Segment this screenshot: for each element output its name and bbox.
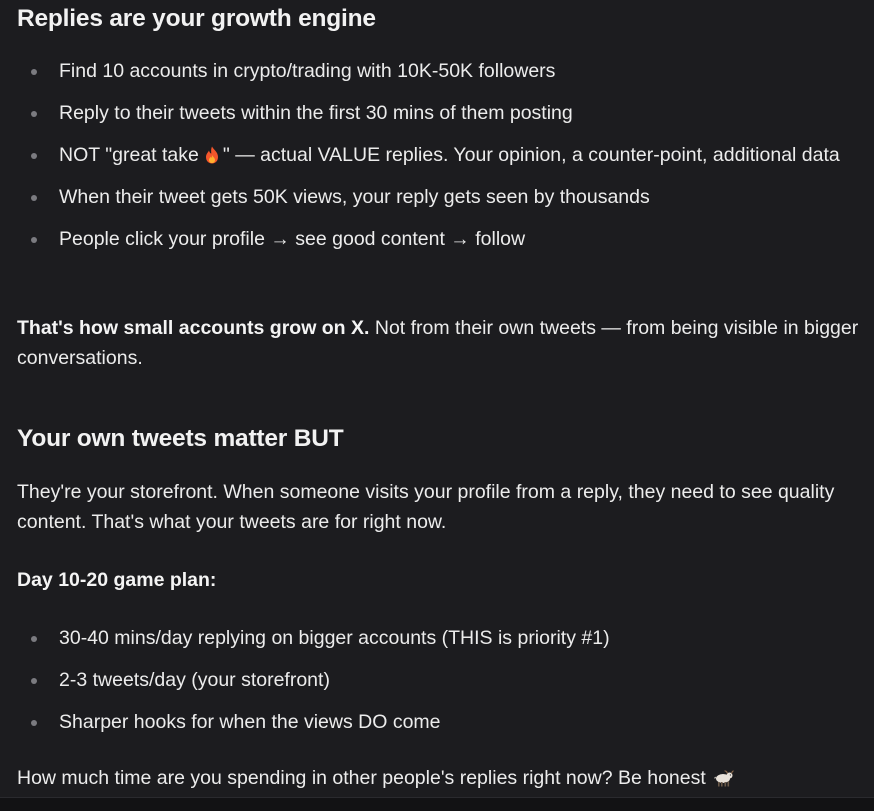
list-item-text: People click your profile → see good content → follow: [59, 228, 526, 250]
bullet-dot: [31, 153, 37, 159]
closing-question: [17, 763, 874, 793]
list-item: [17, 707, 874, 737]
bullet-dot: [31, 636, 37, 642]
list-item: [17, 182, 874, 212]
closing-question-text: How much time are you spending in other people's replies right now? Be honest: [17, 767, 706, 789]
list-item-text: 2-3 tweets/day (your storefront): [59, 669, 330, 691]
list-item-text-prefix: NOT "great take: [59, 144, 199, 166]
bullet-dot: [31, 69, 37, 75]
list-item-text: Find 10 accounts in crypto/trading with 10K-50K followers: [59, 60, 556, 82]
plan-title-text: Day 10-20 game plan:: [17, 569, 217, 591]
list-item-text: Sharper hooks for when the views DO come: [59, 711, 441, 733]
list-item: [17, 623, 874, 653]
list-item: [17, 140, 874, 170]
bullet-dot: [31, 111, 37, 117]
summary-paragraph: [17, 313, 874, 373]
plan-bullet-list: [17, 623, 874, 749]
section-heading-replies: Replies are your growth engine: [17, 5, 376, 32]
list-item: [17, 98, 874, 128]
storefront-paragraph: They're your storefront. When someone visits your profile from a reply, they need to see quality content. That's what your tweets are for right now.: [17, 481, 835, 533]
fire-icon: [205, 146, 219, 164]
bullet-dot: [31, 195, 37, 201]
plan-title: [17, 565, 874, 595]
bullet-dot: [31, 237, 37, 243]
summary-bold: That's how small accounts grow on X.: [17, 317, 370, 339]
list-item-text: When their tweet gets 50K views, your reply gets seen by thousands: [59, 186, 650, 208]
list-item-text: 30-40 mins/day replying on bigger accounts (THIS is priority #1): [59, 627, 610, 649]
section-heading-own-tweets: Your own tweets matter BUT: [17, 425, 344, 452]
goat-icon: [712, 769, 734, 787]
list-item: [17, 224, 874, 254]
list-item-text-suffix: " — actual VALUE replies. Your opinion, a counter-point, additional data: [222, 144, 840, 166]
bullet-dot: [31, 678, 37, 684]
summary-text: Not from their own tweets — from being visible in bigger conversations.: [17, 317, 859, 369]
list-item: [17, 56, 874, 86]
list-item: [17, 665, 874, 695]
bottom-bar: [0, 797, 874, 811]
bullet-dot: [31, 720, 37, 726]
replies-bullet-list: [17, 56, 874, 266]
list-item-text: Reply to their tweets within the first 30 mins of them posting: [59, 102, 573, 124]
